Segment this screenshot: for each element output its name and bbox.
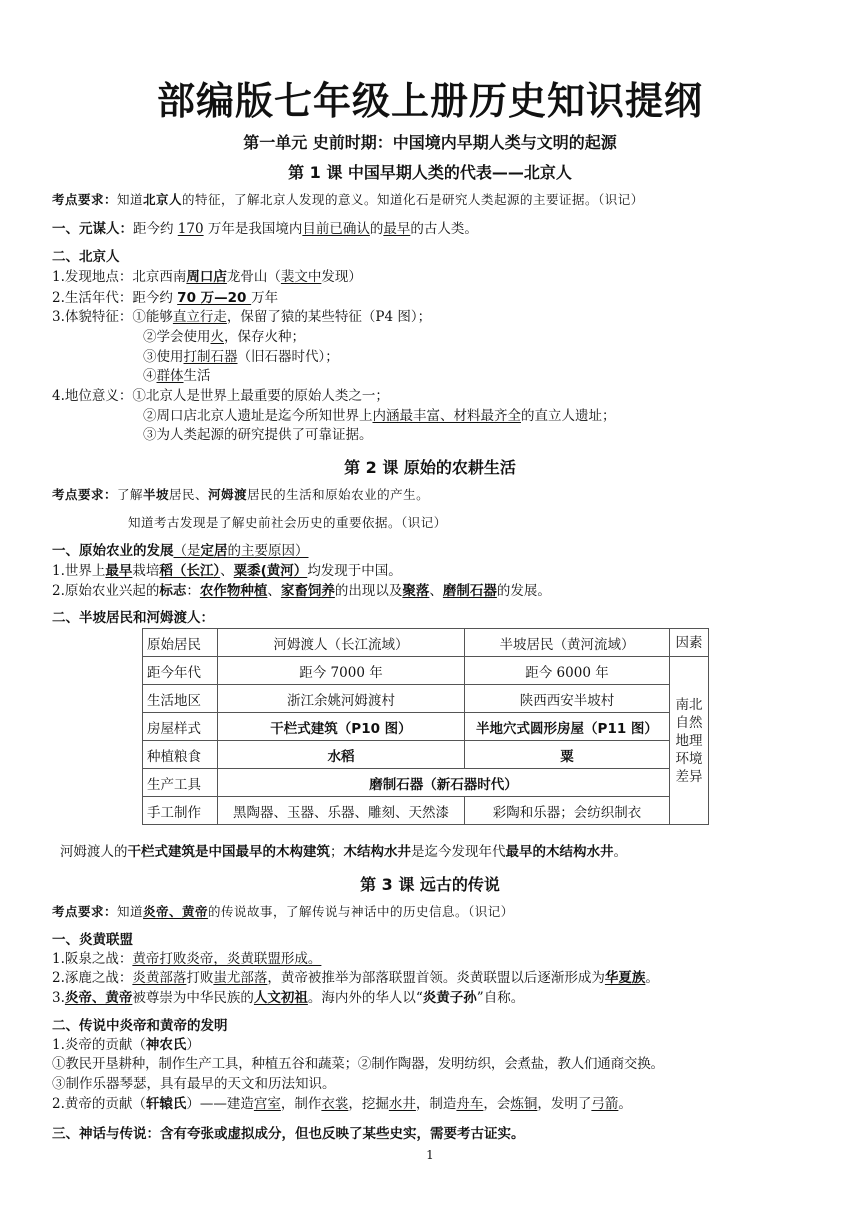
table-cell: 黑陶器、玉器、乐器、雕刻、天然漆 [218,797,465,825]
lesson-1-title: 第 1 课 中国早期人类的代表——北京人 [288,163,572,182]
yanhuang-item-2: 2.涿鹿之战：炎黄部落打败蚩尤部落，黄帝被推举为部落联盟首领。炎黄联盟以后逐渐形成为华夏族。 [52,970,659,986]
beijing-item-4: 4.地位意义：①北京人是世界上最重要的原始人类之一； [52,388,389,404]
lesson-2-requirement-2: 知道考古发现是了解史前社会历史的重要依据。（识记） [128,515,447,530]
myth-legend-heading: 三、神话与传说：含有夸张或虚拟成分，但也反映了某些史实，需要考古证实。 [52,1126,525,1142]
lesson-2-title: 第 2 课 原始的农耕生活 [344,458,516,477]
table-cell: 粟 [465,741,670,769]
unit-heading: 第一单元 史前时期：中国境内早期人类与文明的起源 [243,133,617,152]
table-cell: 因素 [670,629,709,657]
beijing-item-1: 1.发现地点：北京西南周口店龙骨山（裴文中发现） [52,269,362,285]
table-cell: 距今年代 [143,657,218,685]
lesson-2-requirement: 考点要求：了解半坡居民、河姆渡居民的生活和原始农业的产生。 [52,487,430,502]
beijing-item-3b: ②学会使用火，保存火种； [143,329,305,345]
table-row [143,741,709,769]
table-row [143,657,709,685]
table-row [143,713,709,741]
table-cell: 干栏式建筑（P10 图） [218,713,465,741]
table-cell: 半地穴式圆形房屋（P11 图） [465,713,670,741]
beijing-item-3c: ③使用打制石器（旧石器时代）； [143,349,339,365]
factor-cell: 南北自然地理环境差异 [670,657,709,825]
table-cell: 房屋样式 [143,713,218,741]
lesson-3-requirement: 考点要求：知道炎帝、黄帝的传说故事，了解传说与神话中的历史信息。（识记） [52,904,514,919]
table-row [143,769,709,797]
table-cell: 水稻 [218,741,465,769]
page-number: 1 [426,1148,434,1162]
yanhuang-heading: 一、炎黄联盟 [52,932,133,948]
lesson-3-title: 第 3 课 远古的传说 [360,875,500,894]
yanhuang-item-1: 1.阪泉之战：黄帝打败炎帝，炎黄联盟形成。 [52,951,322,967]
comparison-table [142,628,709,825]
beijing-item-2: 2.生活年代：距今约 70 万—20 万年 [52,290,279,306]
agriculture-item-2: 2.原始农业兴起的标志：农作物种植、家畜饲养的出现以及聚落、磨制石器的发展。 [52,583,551,599]
banpo-hemudu-heading: 二、半坡居民和河姆渡人： [52,610,214,626]
table-cell: 手工制作 [143,797,218,825]
beijing-item-3d: ④群体生活 [143,368,211,384]
table-cell: 河姆渡人（长江流域） [218,629,465,657]
table-cell: 生活地区 [143,685,218,713]
table-row [143,685,709,713]
table-cell: 种植粮食 [143,741,218,769]
table-cell: 彩陶和乐器；会纺织制衣 [465,797,670,825]
table-cell: 半坡居民（黄河流域） [465,629,670,657]
yuanmou-line: 一、元谋人：距今约 170 万年是我国境内目前已确认的最早的古人类。 [52,221,478,237]
table-row [143,797,709,825]
table-cell: 距今 6000 年 [465,657,670,685]
table-cell: 磨制石器（新石器时代） [218,769,670,797]
table-cell: 陕西西安半坡村 [465,685,670,713]
inventions-heading: 二、传说中炎帝和黄帝的发明 [52,1018,228,1034]
beijing-item-4b: ②周口店北京人遗址是迄今所知世界上内涵最丰富、材料最齐全的直立人遗址； [143,408,616,424]
yanhuang-item-3: 3.炎帝、黄帝被尊崇为中华民族的人文初祖。海内外的华人以“炎黄子孙”自称。 [52,990,525,1006]
beijing-item-4c: ③为人类起源的研究提供了可靠证据。 [143,427,373,443]
document-title: 部编版七年级上册历史知识提纲 [156,79,703,123]
lesson-1-requirement: 考点要求：知道北京人的特征，了解北京人发现的意义。知道化石是研究人类起源的主要证据。（识记） [52,192,644,207]
table-cell: 距今 7000 年 [218,657,465,685]
inventions-item-2: 2.黄帝的贡献（轩辕氏）——建造宫室，制作衣裳，挖掘水井，制造舟车，会炼铜，发明了弓箭。 [52,1096,632,1112]
agriculture-heading: 一、原始农业的发展（是定居的主要原因） [52,543,309,559]
inventions-item-1a: ①教民开垦耕种，制作生产工具，种植五谷和蔬菜；②制作陶器，发明纺织，会煮盐，教人们通商交换。 [52,1056,664,1072]
table-cell: 浙江余姚河姆渡村 [218,685,465,713]
inventions-item-1b: ③制作乐器琴瑟，具有最早的天文和历法知识。 [52,1076,336,1092]
beijing-item-3: 3.体貌特征：①能够直立行走，保留了猿的某些特征（P4 图）； [52,309,432,325]
table-cell: 原始居民 [143,629,218,657]
agriculture-item-1: 1.世界上最早栽培稻（长江）、粟黍(黄河）均发现于中国。 [52,563,402,579]
hemudu-note: 河姆渡人的干栏式建筑是中国最早的木构建筑；木结构水井是迄今发现年代最早的木结构水井。 [60,844,627,860]
table-row [143,629,709,657]
beijing-heading: 二、北京人 [52,249,120,265]
inventions-item-1: 1.炎帝的贡献（神农氏） [52,1037,200,1053]
table-cell: 生产工具 [143,769,218,797]
